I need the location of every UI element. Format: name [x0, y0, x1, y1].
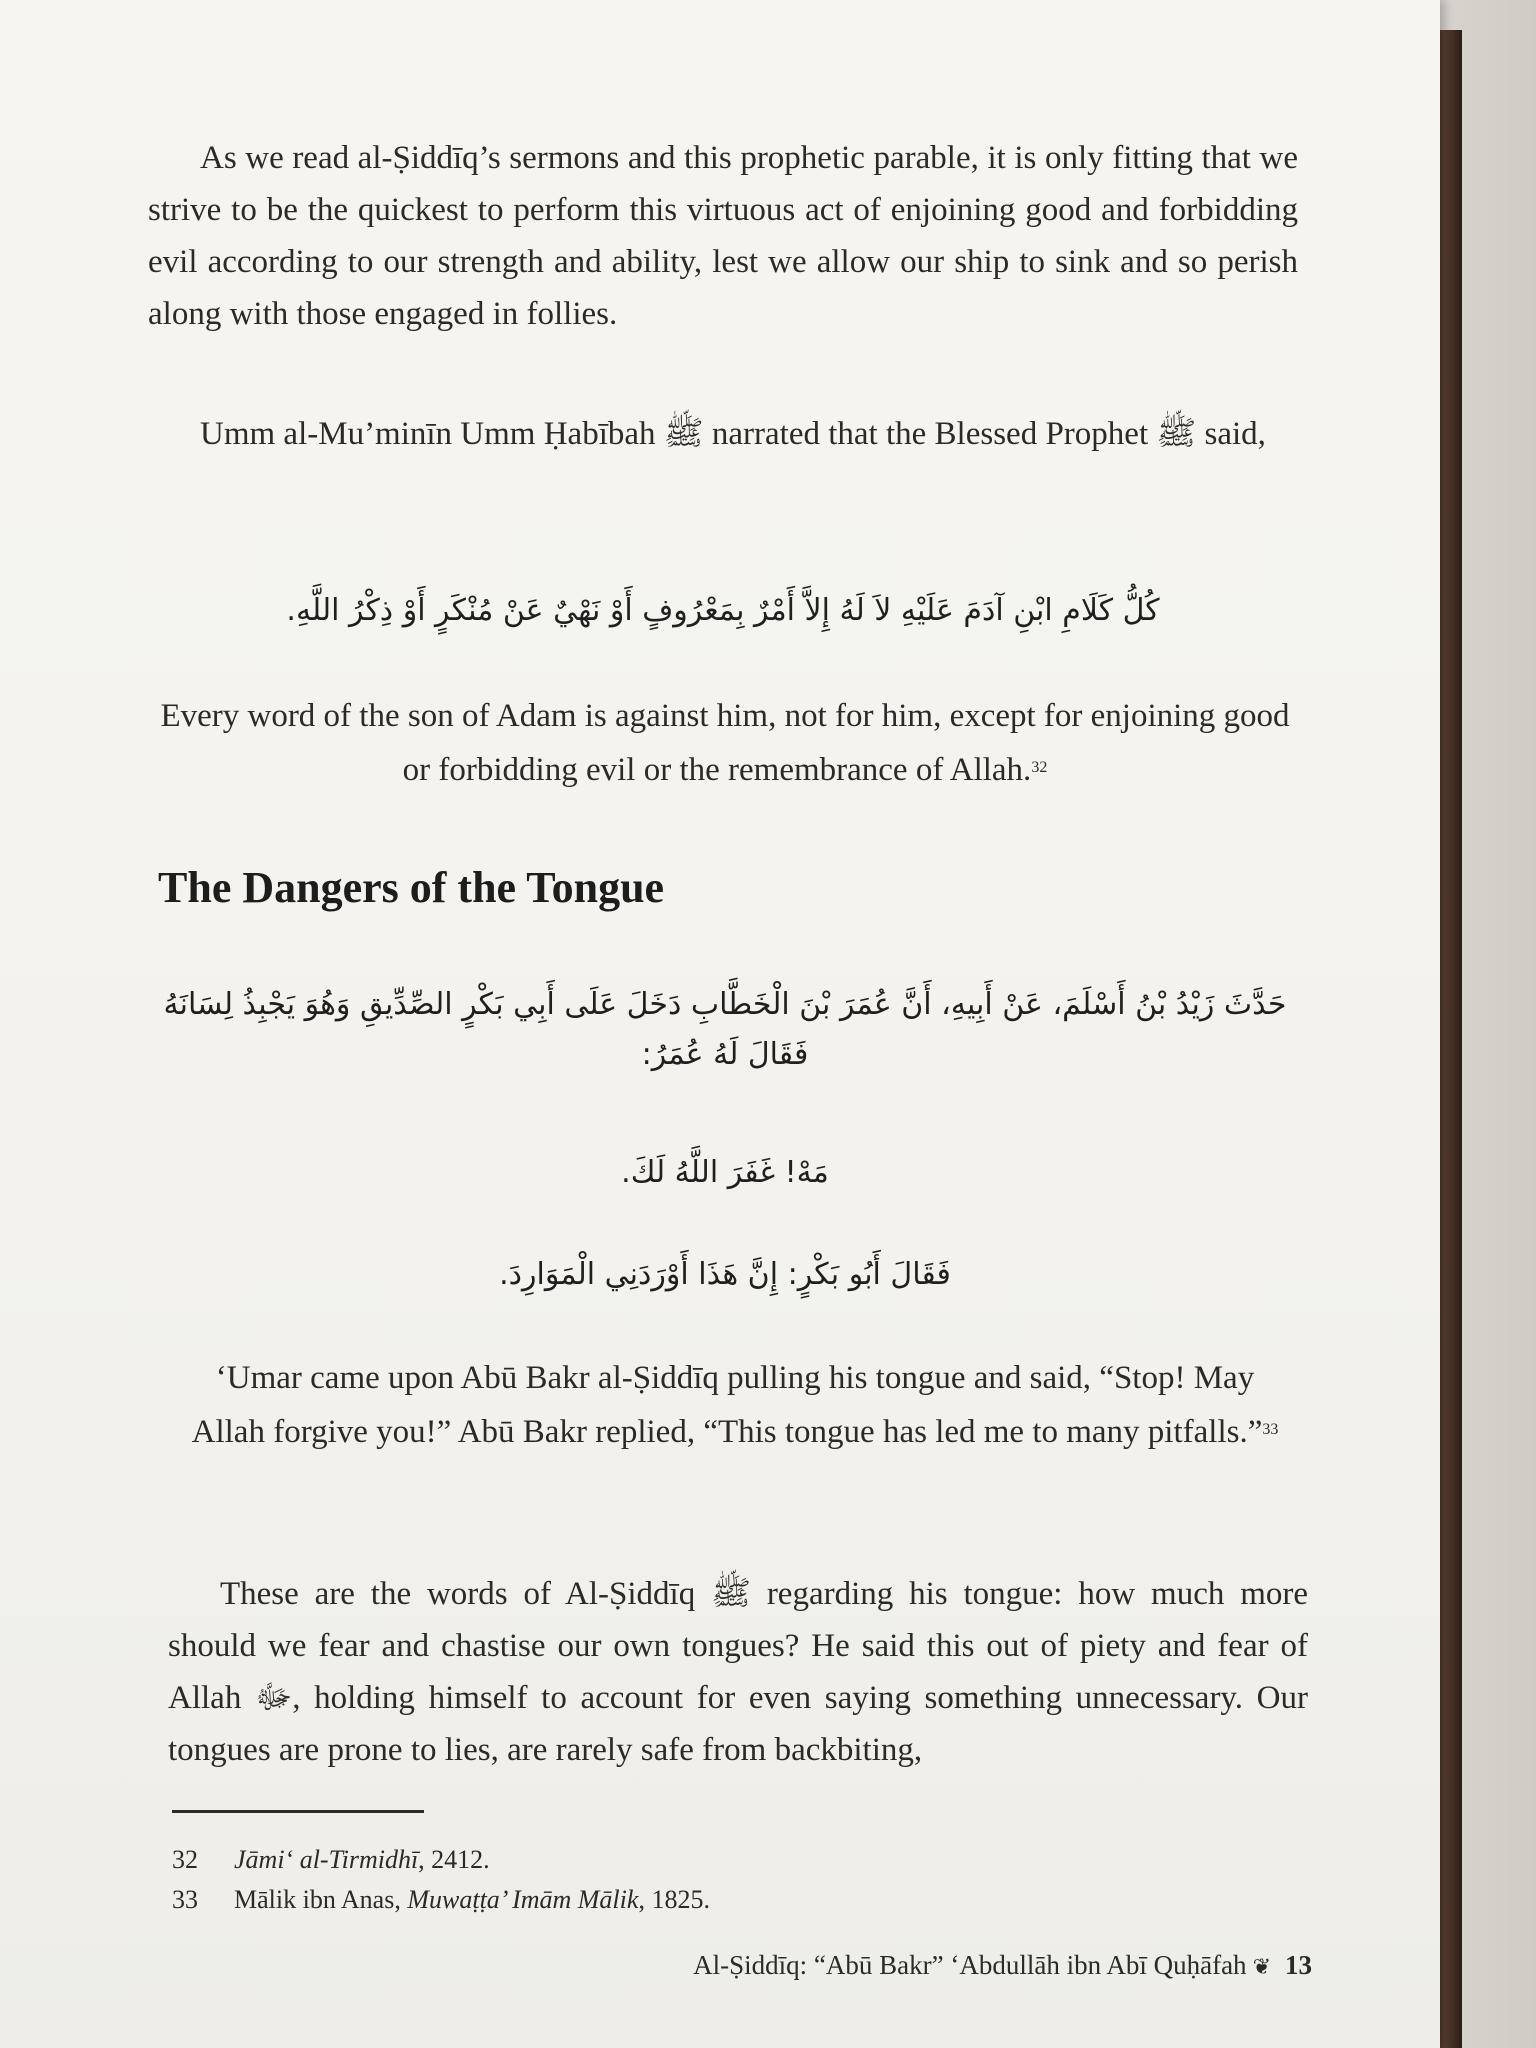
footnote-source-ref: , 2412. [418, 1845, 490, 1874]
hadith-translation-1-text: Every word of the son of Adam is against him, not for him, except for enjoining good or forbidding evil or the remembrance of Allah. [160, 698, 1290, 788]
footnote-ref-32[interactable]: 32 [1031, 759, 1048, 776]
page-number: 13 [1285, 1950, 1312, 1980]
footnote-33 [172, 1880, 710, 1920]
running-footer-title: Al-Ṣiddīq: “Abū Bakr” ‘Abdullāh ibn Abī Quḥāfah [693, 1950, 1247, 1980]
footnote-ref-33[interactable]: 33 [1262, 1421, 1279, 1438]
footnote-source-title: Jāmi‘ al-Tirmidhī [234, 1845, 419, 1874]
paragraph-1: As we read al-Ṣiddīq’s sermons and this prophetic parable, it is only fitting that we strive to be the quickest to perform this virtuous act of enjoining good and forbidding evil according to our strength and ability, lest we allow our ship to sink and so perish along with those engaged in follies. [148, 140, 1298, 332]
footnote-source-author: Mālik ibn Anas, [234, 1885, 408, 1914]
footnote-divider [172, 1810, 424, 1813]
paragraph-3: These are the words of Al-Ṣiddīq ﷺ regarding his tongue: how much more should we fear and chastise our own tongues? He said this out of piety and fear of Allah ﷻ, holding himself to account for even saying something unnecessary. Our tongues are prone to lies, are rarely safe from backbiting, [168, 1576, 1309, 1768]
hadith-arabic-1: كُلُّ كَلَامِ ابْنِ آدَمَ عَلَيْهِ لاَ لَهُ إِلاَّ أَمْرٌ بِمَعْرُوفٍ أَوْ نَهْيٌ عَنْ مُنْكَرٍ أَوْ ذِكْرُ اللَّهِ. [286, 593, 1160, 628]
hadith-arabic-2-line-2: مَهْ! غَفَرَ اللَّهُ لَكَ. [621, 1155, 829, 1190]
footnote-32 [172, 1840, 490, 1880]
footnote-source-ref: , 1825. [638, 1885, 710, 1914]
hadith-arabic-2-line-3: فَقَالَ أَبُو بَكْرٍ: إِنَّ هَذَا أَوْرَدَنِي الْمَوَارِدَ. [499, 1257, 951, 1292]
hadith-arabic-2-line-1: حَدَّثَ زَيْدُ بْنُ أَسْلَمَ، عَنْ أَبِيهِ، أَنَّ عُمَرَ بْنَ الْخَطَّابِ دَخَلَ عَلَى أَبِي بَكْرٍ الصِّدِّيقِ وَهُوَ يَجْبِذُ لِسَانَهُ فَقَالَ لَهُ عُمَرُ: [163, 987, 1287, 1072]
paragraph-2: Umm al-Mu’minīn Umm Ḥabībah ﷺ narrated that the Blessed Prophet ﷺ said, [200, 416, 1266, 452]
section-heading: The Dangers of the Tongue [158, 863, 665, 912]
footnote-number: 33 [172, 1885, 198, 1914]
ornament-icon: ❦ [1252, 1954, 1271, 1979]
hadith-translation-2 [190, 1352, 1280, 1458]
running-footer [693, 1950, 1312, 1981]
footnote-source-title: Muwaṭṭa’ Imām Mālik [407, 1885, 639, 1914]
footnote-number: 32 [172, 1845, 198, 1874]
hadith-translation-2-text: ‘Umar came upon Abū Bakr al-Ṣiddīq pulling his tongue and said, “Stop! May Allah forgive you!” Abū Bakr replied, “This tongue has led me to many pitfalls.” [191, 1360, 1263, 1450]
hadith-translation-1 [160, 690, 1290, 796]
